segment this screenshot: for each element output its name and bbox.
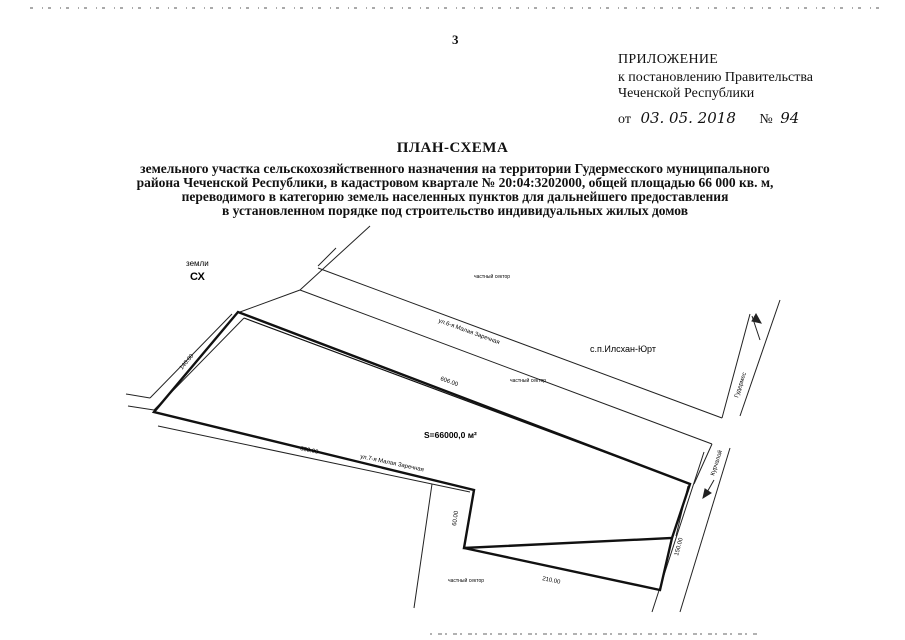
zone-label-line1: земли <box>186 259 209 268</box>
appendix-line-2: Чеченской Республики <box>618 86 755 101</box>
dimension-notch: 60.00 <box>452 510 461 527</box>
private-sector-label-1: частный сектор <box>474 274 511 280</box>
subtitle-line-1: земельного участка сельскохозяйственного назначения на территории Гудермесского муниципального <box>140 161 770 176</box>
road-line <box>240 290 300 312</box>
road-line <box>414 484 432 608</box>
plot-inner-edge <box>244 318 690 484</box>
street-lower-label: ул.7-я Малая Заречная <box>359 454 425 474</box>
road-lines <box>126 226 780 612</box>
document-title: ПЛАН-СХЕМА <box>396 140 509 156</box>
zone-label-line2: СХ <box>190 271 205 283</box>
road-line <box>318 268 722 418</box>
road-line <box>722 314 750 418</box>
direction-arrow-kurchaloy <box>703 480 714 498</box>
date-prefix: от <box>618 112 631 127</box>
subtitle-line-2: района Чеченской Республики, в кадастровом квартале № 20:04:3202000, общей площадью 66 000 кв. м, <box>136 175 774 190</box>
road-line <box>740 300 780 416</box>
road-line <box>126 394 150 398</box>
dimension-diagonal: 606.00 <box>439 376 459 389</box>
direction-arrow-gudermes <box>752 314 761 340</box>
number-value: 94 <box>780 109 800 127</box>
page-number: 3 <box>452 32 459 47</box>
road-line <box>300 290 712 444</box>
private-sector-label-3: частный сектор <box>448 578 485 584</box>
area-label: S=66000,0 м² <box>424 430 477 440</box>
appendix-title: ПРИЛОЖЕНИЕ <box>618 52 719 67</box>
private-sector-label-2: частный сектор <box>510 378 547 384</box>
road-label-kurchaloy: Курчалой <box>710 449 725 477</box>
dimension-left: 140.00 <box>178 353 196 372</box>
date-value: 03. 05. 2018 <box>640 109 736 127</box>
number-prefix: № <box>759 112 773 127</box>
road-line <box>128 406 154 410</box>
appendix-line-1: к постановлению Правительства <box>618 70 814 85</box>
dimension-right: 150.00 <box>674 537 685 557</box>
street-upper-label: ул.6-я Малая Заречная <box>437 318 501 347</box>
road-line <box>694 444 712 484</box>
subtitle-line-3: переводимого в категорию земель населенных пунктов для дальнейшего предоставления <box>181 189 729 204</box>
road-line <box>680 448 730 612</box>
dimension-bottom: 358.00 <box>299 446 319 456</box>
road-line <box>158 426 432 484</box>
settlement-label: с.п.Илсхан-Юрт <box>590 344 656 354</box>
road-line <box>318 248 336 266</box>
road-label-gudermes: Гудермес <box>734 371 749 399</box>
subtitle-line-4: в установленном порядке под строительство индивидуальных жилых домов <box>222 203 688 218</box>
dimension-foot: 210.00 <box>541 576 561 586</box>
road-line <box>300 226 370 290</box>
